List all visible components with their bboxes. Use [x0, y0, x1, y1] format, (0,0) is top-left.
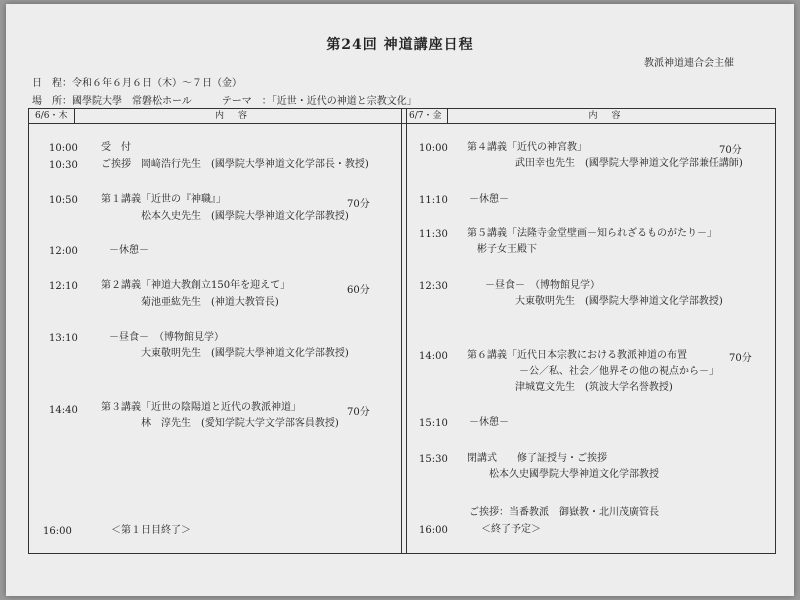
- day2-time: 11:10: [419, 195, 448, 206]
- day2-speaker: 大東敬明先生 (國學院大學神道文化学部教授): [515, 296, 723, 307]
- day1-time: 12:10: [49, 281, 78, 292]
- day2-time: 10:00: [419, 143, 448, 154]
- day1-time: 10:50: [49, 195, 78, 206]
- day2-speaker: 松本久史國學院大學神道文化学部教授: [489, 469, 659, 480]
- day2-speaker: 津城寛文先生 (筑波大学名誉教授): [515, 382, 673, 393]
- day2-time: 12:30: [419, 281, 448, 292]
- day2-item: ＜終了予定＞: [481, 524, 541, 535]
- column-divider: [401, 109, 407, 553]
- day1-time: 14:40: [49, 405, 78, 416]
- day1-item: －昼食－ （博物館見学）: [109, 332, 224, 343]
- organizer: 教派神道連合会主催: [644, 58, 734, 69]
- day2-item: 閉講式 修了証授与・ご挨拶: [467, 453, 607, 464]
- day1-duration: 70分: [347, 407, 370, 418]
- day2-subtitle: －公／私、社会／他界その他の視点から－」: [519, 366, 719, 377]
- schedule-table: [28, 108, 776, 554]
- content-header-left: 内容: [214, 111, 261, 121]
- day2-item: 第６講義「近代日本宗教における教派神道の布置: [467, 350, 687, 361]
- day2-item: －休憩－: [469, 417, 509, 428]
- header-divider: [29, 123, 775, 124]
- day2-duration: 70分: [719, 145, 742, 156]
- day2-item: 第４講義「近代の神宮教」: [467, 142, 587, 153]
- day2-duration: 70分: [729, 353, 752, 364]
- day2-header: 6/7・金: [409, 111, 442, 121]
- content-header-right: 内容: [588, 111, 635, 121]
- day2-time: 15:10: [419, 418, 448, 429]
- day2-item: －昼食－ （博物館見学）: [485, 280, 600, 291]
- day2-time: 16:00: [419, 525, 448, 536]
- day2-item: 第５講義「法隆寺金堂壁画－知られざるものがたり－」: [467, 228, 717, 239]
- day1-header: 6/6・木: [35, 111, 68, 121]
- date-line: 日 程：令和６年６月６日（木）～７日（金）: [32, 78, 242, 89]
- day1-time: 10:00: [49, 143, 78, 154]
- day1-item: 第１講義「近世の『神職』」: [101, 194, 226, 205]
- day2-item: ご挨拶：当番教派 御嶽教・北川茂廣管長: [469, 507, 659, 518]
- day2-speaker: 武田幸也先生 (國學院大學神道文化学部兼任講師): [515, 158, 743, 169]
- day1-item: 第２講義「神道大教創立150年を迎えて」: [101, 280, 291, 291]
- day1-time: 10:30: [49, 160, 78, 171]
- venue-theme-line: [32, 92, 417, 107]
- day1-item: －休憩－: [109, 245, 149, 256]
- day1-speaker: 林 淳先生 (愛知学院大学文学部客員教授): [141, 418, 339, 429]
- page-title: 第24回 神道講座日程: [326, 37, 474, 53]
- day2-time: 14:00: [419, 351, 448, 362]
- day1-speaker: 松本久史先生 (國學院大學神道文化学部教授): [141, 211, 349, 222]
- day1-time: 16:00: [43, 526, 72, 537]
- day1-duration: 60分: [347, 285, 370, 296]
- day1-item: 受 付: [101, 142, 131, 153]
- day2-time: 15:30: [419, 454, 448, 465]
- day1-speaker: 菊池亜紘先生 (神道大教管長): [141, 297, 279, 308]
- schedule-sheet: [6, 4, 794, 596]
- day1-time: 12:00: [49, 246, 78, 257]
- day2-speaker: 彬子女王殿下: [477, 244, 537, 255]
- theme: テーマ ：「近世・近代の神道と宗教文化」: [221, 96, 417, 107]
- day1-time: 13:10: [49, 333, 78, 344]
- day2-time: 11:30: [419, 229, 448, 240]
- day1-speaker: 大東敬明先生 (國學院大學神道文化学部教授): [141, 348, 349, 359]
- day1-item: ＜第１日目終了＞: [111, 525, 191, 536]
- day1-duration: 70分: [347, 199, 370, 210]
- day2-item: －休憩－: [469, 194, 509, 205]
- day1-item: 第３講義「近世の陰陽道と近代の教派神道」: [101, 402, 301, 413]
- venue: 場 所：國學院大學 常磐松ホール: [32, 96, 192, 107]
- day1-item: ご挨拶 岡﨑浩行先生 (國學院大學神道文化学部長・教授): [101, 159, 369, 170]
